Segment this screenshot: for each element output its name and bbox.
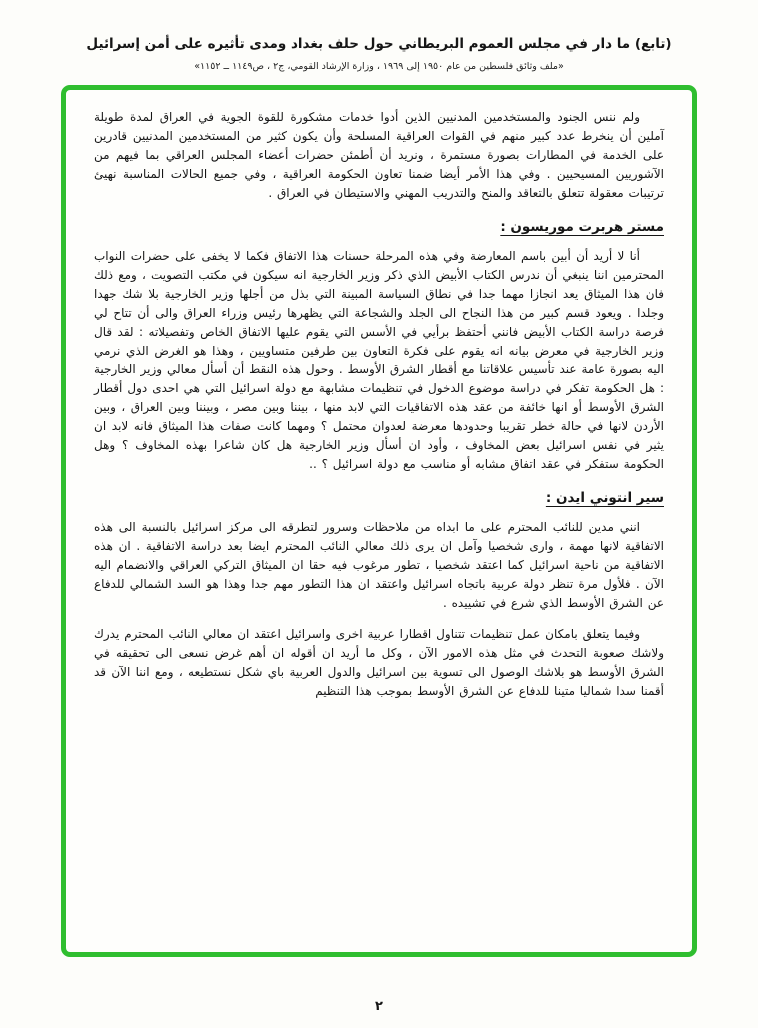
morrison-paragraph: أنا لا أريد أن أبين باسم المعارضة وفي هذه المرحلة حسنات هذا الاتفاق فكما لا يخفى على حضرات النواب المحترمين اننا ينبغي أن ندرس الكتاب الأبيض الذي ذكر وزير الخارجية انه سيكون في مكتب التصويت ، ومع ذلك فان هذا الميثاق يعد انجازا مهما جدا في نطاق السياسة المبينة التي بذل من أجلها وزير الخارجية بلا شك جهدا وجلدا . ويعود قسم كبير من هذا النجاح الى الجلد والشجاعة التي يظهرها رئيس وزراء العراق والى أن تتاح لي فرصة دراسة الكتاب الأبيض فانني أحتفظ برأيي في الأسس التي يقوم عليها الاتفاق الخاص وتفصيلاته : لقد قال وزير الخارجية في معرض بيانه انه يقوم على فكرة التعاون بين طرفين متساويين ، وهذا هو الغرض الذي نرمي اليه بصورة عامة عند تأسيس علاقاتنا مع أقطار الشرق الأوسط . وحول هذه النقط أن أسأل معالي وزير الخارجية : هل الحكومة تفكر في دراسة موضوع الدخول في تنظيمات مشابهة مع دولة اسرائيل التي هي احدى دول أقطار الشرق الأوسط أو انها خائفة من عقد هذه الاتفاقيات التي لابد منها ، بيننا وبين مصر ، وبيننا وبين العراق ، وبين الأردن لانها في حالة خطر تقريبا وحدودها معرضة لعدوان محتمل ؟ ومهما كانت صفات هذا الميثاق فانه لابد ان يثير في نفس اسرائيل بعض المخاوف ، وأود ان أسأل وزير الخارجية هل كان شاعرا بهذه المخاوف ؟ وهل الحكومة ستفكر في عقد اتفاق مشابه أو مناسب مع دولة اسرائيل ؟ .. [94, 248, 664, 472]
speaker-heading-morrison: مستر هربرت موريسون : [500, 218, 664, 235]
intro-paragraph: ولم ننس الجنود والمستخدمين المدنيين الذين أدوا خدمات مشكورة للقوة الجوية في العراق لمدة طويلة آملين أن ينخرط عدد كبير منهم في القوات العراقية المسلحة وأن يكون كثير من المستخدمين المدنيين قادرين على الخدمة في المطارات بصورة مستمرة ، ونريد أن أطمئن حضرات أعضاء المجلس العراقي بما فيهم من الآشوريين المسيحيين . وفي هذا الأمر أيضا ضمنا تعاون الحكومة العراقية ، وفي جميع الحالات المناسبة نهيئ ترتيبات معقولة تتعلق بالتعاقد والمنح والتدريب المهني والاستيطان في العراق . [94, 110, 664, 200]
eden-paragraph-2: وفيما يتعلق بامكان عمل تنظيمات تتناول اقطارا عربية اخرى واسرائيل اعتقد ان معالي النائب المحترم يدرك ولاشك صعوبة التحدث في مثل هذه الامور الآن ، وكل ما أريد ان أقوله ان أهم غرض نسعى الى تحقيقه في الشرق الأوسط هو بلاشك الوصول الى تسوية بين اسرائيل والدول العربية باي شكل نستطيعه ، ومع اننا الآن قد أقمنا سدا شماليا متينا للدفاع عن الشرق الأوسط بموجب هذا التنظيم [94, 626, 664, 698]
document-source-citation: «ملف وثائق فلسطين من عام ١٩٥٠ إلى ١٩٦٩ ، وزارة الإرشاد القومي، ج٢ ، ص١١٤٩ ــ ١١٥٢» [194, 61, 564, 72]
page-number: ٢ [375, 999, 383, 1014]
green-highlight-annotation-box [61, 85, 697, 957]
eden-paragraph-1: انني مدين للنائب المحترم على ما ابداه من ملاحظات وسرور لتطرقه الى مركز اسرائيل بالنسبة الى هذه الاتفاقية لانها مهمة ، وارى شخصيا وآمل ان يرى ذلك معالي النائب المحترم ايضا بعد دراسة الاتفاقية . ان هذه الاتفاقية من ناحية اسرائيل كما اعتقد شخصيا ، تطور مرغوب فيه حقا ان الميثاق التركي العراقي والانضمام اليه الآن . فلأول مرة تنظر دولة عربية باتجاه اسرائيل واعتقد ان هذا التطور مهم جدا وهذا هو السد الشمالي للدفاع عن الشرق الأوسط الذي شرع في تشييده . [94, 520, 664, 611]
document-header [0, 0, 758, 72]
document-title: (تابع) ما دار في مجلس العموم البريطاني حول حلف بغداد ومدى تأثيره على أمن إسرائيل [86, 36, 672, 52]
speaker-heading-eden: سير انتوني ايدن : [545, 490, 664, 507]
